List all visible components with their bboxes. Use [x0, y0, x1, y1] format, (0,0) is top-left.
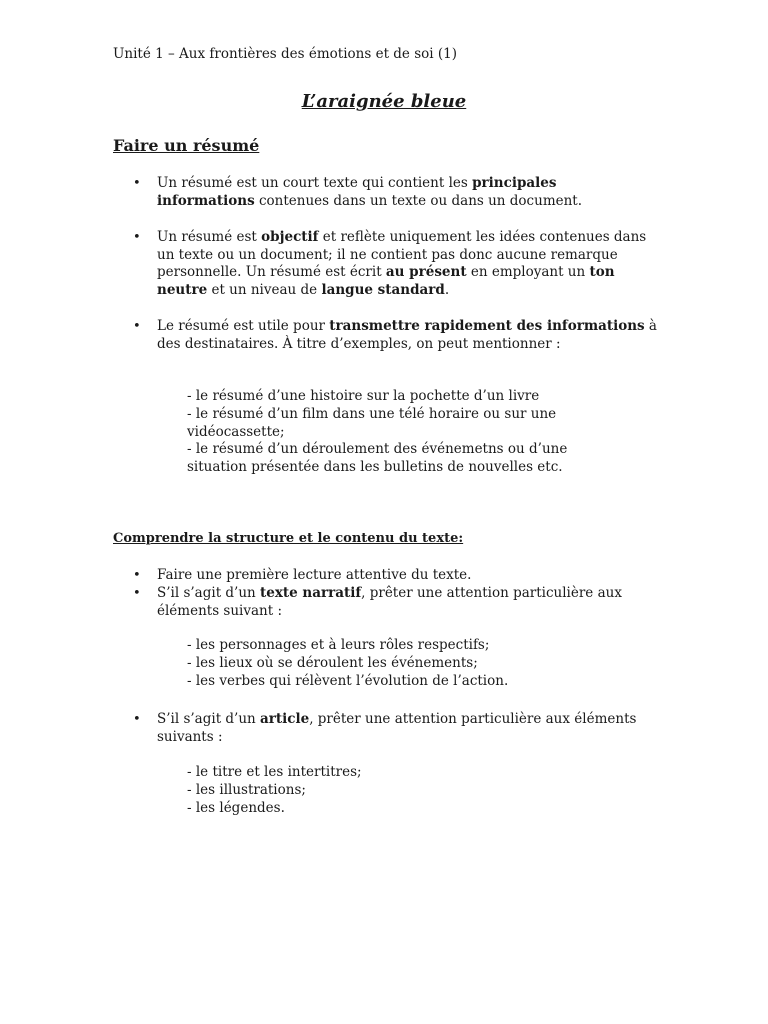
bullet-utilite: Le résumé est utile pour transmettre rapidement des informations à des destinataires. À titre d’exemples, on peut mentionner : [157, 318, 657, 352]
narratif-item: - les personnages et à leurs rôles respectifs; [187, 637, 490, 653]
bullet-marker: • [133, 586, 141, 601]
bullet-texte-narratif: S’il s’agit d’un texte narratif, prêter une attention particulière aux éléments suivant : [157, 585, 622, 619]
bullet-definition: Un résumé est un court texte qui contient les principales informations contenues dans un texte ou dans un document. [157, 175, 583, 209]
unit-header: Unité 1 – Aux frontières des émotions et de soi (1) [113, 46, 457, 62]
section-heading-resume: Faire un résumé [113, 136, 260, 155]
section-heading-structure: Comprendre la structure et le contenu du texte: [113, 531, 464, 546]
narratif-item: - les verbes qui rélèvent l’évolution de l’action. [187, 673, 509, 689]
narratif-item: - les lieux où se déroulent les événements; [187, 655, 478, 671]
article-item: - les illustrations; [187, 782, 306, 798]
article-item: - les légendes. [187, 800, 285, 816]
bullet-marker: • [133, 176, 141, 191]
bullet-marker: • [133, 712, 141, 727]
bullet-premiere-lecture: Faire une première lecture attentive du texte. [157, 567, 472, 583]
document-title: L’araignée bleue [301, 91, 467, 112]
example-item: - le résumé d’un déroulement des événemetns ou d’une situation présentée dans les bulletins de nouvelles etc. [187, 441, 568, 475]
example-item: - le résumé d’un film dans une télé horaire ou sur une vidéocassette; [187, 406, 557, 440]
bullet-marker: • [133, 568, 141, 583]
bullet-article: S’il s’agit d’un article, prêter une attention particulière aux éléments suivants : [157, 711, 637, 745]
bullet-marker: • [133, 230, 141, 245]
bullet-marker: • [133, 319, 141, 334]
example-item: - le résumé d’une histoire sur la pochette d’un livre [187, 388, 540, 404]
article-item: - le titre et les intertitres; [187, 764, 362, 780]
bullet-objectif: Un résumé est objectif et reflète uniquement les idées contenues dans un texte ou un document; il ne contient pas donc aucune remarque personnelle. Un résumé est écrit au présent en employant un ton neutre et un niveau de langue standard. [157, 229, 647, 298]
